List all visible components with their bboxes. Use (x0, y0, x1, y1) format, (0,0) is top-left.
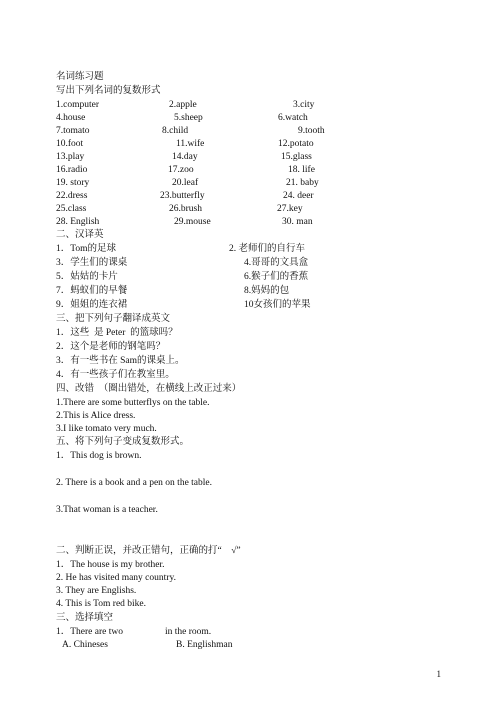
section-plural-sentence-heading: 五、将下列句子变成复数形式。 (56, 437, 190, 447)
translate-item: 8.妈妈的包 (244, 286, 290, 296)
choice-question (56, 626, 211, 638)
plural-sentence-item: 2. There is a book and a pen on the table. (56, 478, 212, 488)
plural-item: 19. story (56, 178, 90, 188)
section-correction-heading: 四、改错 （圈出错处，在横线上改正过来） (56, 384, 242, 394)
translate-item: 9．姐姐的连衣裙 (56, 300, 128, 310)
plural-item: 10.foot (56, 139, 84, 149)
choice-option-b: B. Englishman (176, 640, 233, 650)
plural-sentence-item: 1．This dog is brown. (56, 451, 142, 461)
plural-item: 1.computer (56, 100, 100, 110)
sentence-item: 4．有一些孩子们在教室里。 (56, 370, 175, 380)
plural-item: 23.butterfly (160, 191, 205, 201)
plural-item: 15.glass (281, 152, 312, 162)
correction-item: 2.This is Alice dress. (56, 411, 136, 421)
plural-sentence-item: 3.That woman is a teacher. (56, 505, 158, 515)
section-plural-heading: 写出下列名词的复数形式 (56, 86, 161, 96)
choice-question-pre: 1．There are two (56, 627, 123, 637)
translate-item: 7．蚂蚁们的早餐 (56, 286, 128, 296)
plural-item: 28. English (56, 217, 100, 227)
translate-item: 1．Tom的足球 (56, 244, 117, 254)
plural-item: 21. baby (286, 178, 319, 188)
sentence-item: 1．这些 是 Peter 的篮球吗？ (56, 328, 178, 338)
translate-item: 5．姑姑的卡片 (56, 272, 118, 282)
true-false-item: 1．The house is my brother. (56, 560, 165, 570)
plural-item: 2.apple (169, 100, 197, 110)
plural-item: 29.mouse (174, 217, 211, 227)
plural-item: 4.house (56, 113, 86, 123)
plural-item: 24. deer (283, 191, 314, 201)
translate-item: 6.猴子们的香蕉 (244, 272, 309, 282)
choice-option-a: A. Chineses (62, 640, 108, 650)
plural-item: 22.dress (56, 191, 88, 201)
plural-item: 27.key (277, 204, 303, 214)
translate-item: 2. 老师们的自行车 (229, 244, 306, 254)
plural-item: 16.radio (56, 165, 88, 175)
plural-item: 8.child (162, 126, 189, 136)
plural-item: 20.leaf (172, 178, 199, 188)
plural-item: 26.brush (169, 204, 202, 214)
document-title: 名词练习题 (56, 72, 104, 82)
section-sentence-translate-heading: 三、把下列句子翻译成英文 (56, 314, 171, 324)
true-false-item: 2. He has visited many country. (56, 573, 176, 583)
translate-item: 3．学生们的课桌 (56, 258, 128, 268)
correction-item: 3.I like tomato very much. (56, 424, 157, 434)
correction-item: 1.There are some butterflys on the table. (56, 398, 210, 408)
plural-item: 6.watch (278, 113, 308, 123)
choice-question-post: in the room. (165, 627, 212, 637)
section-multiple-choice-heading: 三、选择填空 (56, 613, 114, 623)
true-false-item: 4. This is Tom red bike. (56, 599, 147, 609)
plural-item: 3.city (293, 100, 315, 110)
plural-item: 7.tomato (56, 126, 90, 136)
plural-item: 9.tooth (298, 126, 325, 136)
section-translate-heading: 二、汉译英 (56, 230, 104, 240)
page-number: 1 (436, 669, 441, 679)
plural-item: 12.potato (278, 139, 314, 149)
plural-item: 5.sheep (174, 113, 203, 123)
plural-item: 25.class (56, 204, 87, 214)
sentence-item: 3．有一些书在 Sam的课桌上。 (56, 356, 185, 366)
plural-item: 13.play (56, 152, 85, 162)
translate-item: 10女孩们的苹果 (244, 300, 311, 310)
plural-item: 18. life (288, 165, 315, 175)
translate-item: 4.哥哥的文具盒 (244, 258, 309, 268)
section-true-false-heading: 二、判断正误，并改正错句，正确的打“ √” (56, 546, 241, 556)
plural-item: 30. man (282, 217, 313, 227)
plural-item: 14.day (172, 152, 198, 162)
plural-item: 11.wife (176, 139, 205, 149)
plural-item: 17.zoo (168, 165, 194, 175)
true-false-item: 3. They are Englishs. (56, 586, 137, 596)
sentence-item: 2．这个是老师的钢笔吗？ (56, 342, 166, 352)
